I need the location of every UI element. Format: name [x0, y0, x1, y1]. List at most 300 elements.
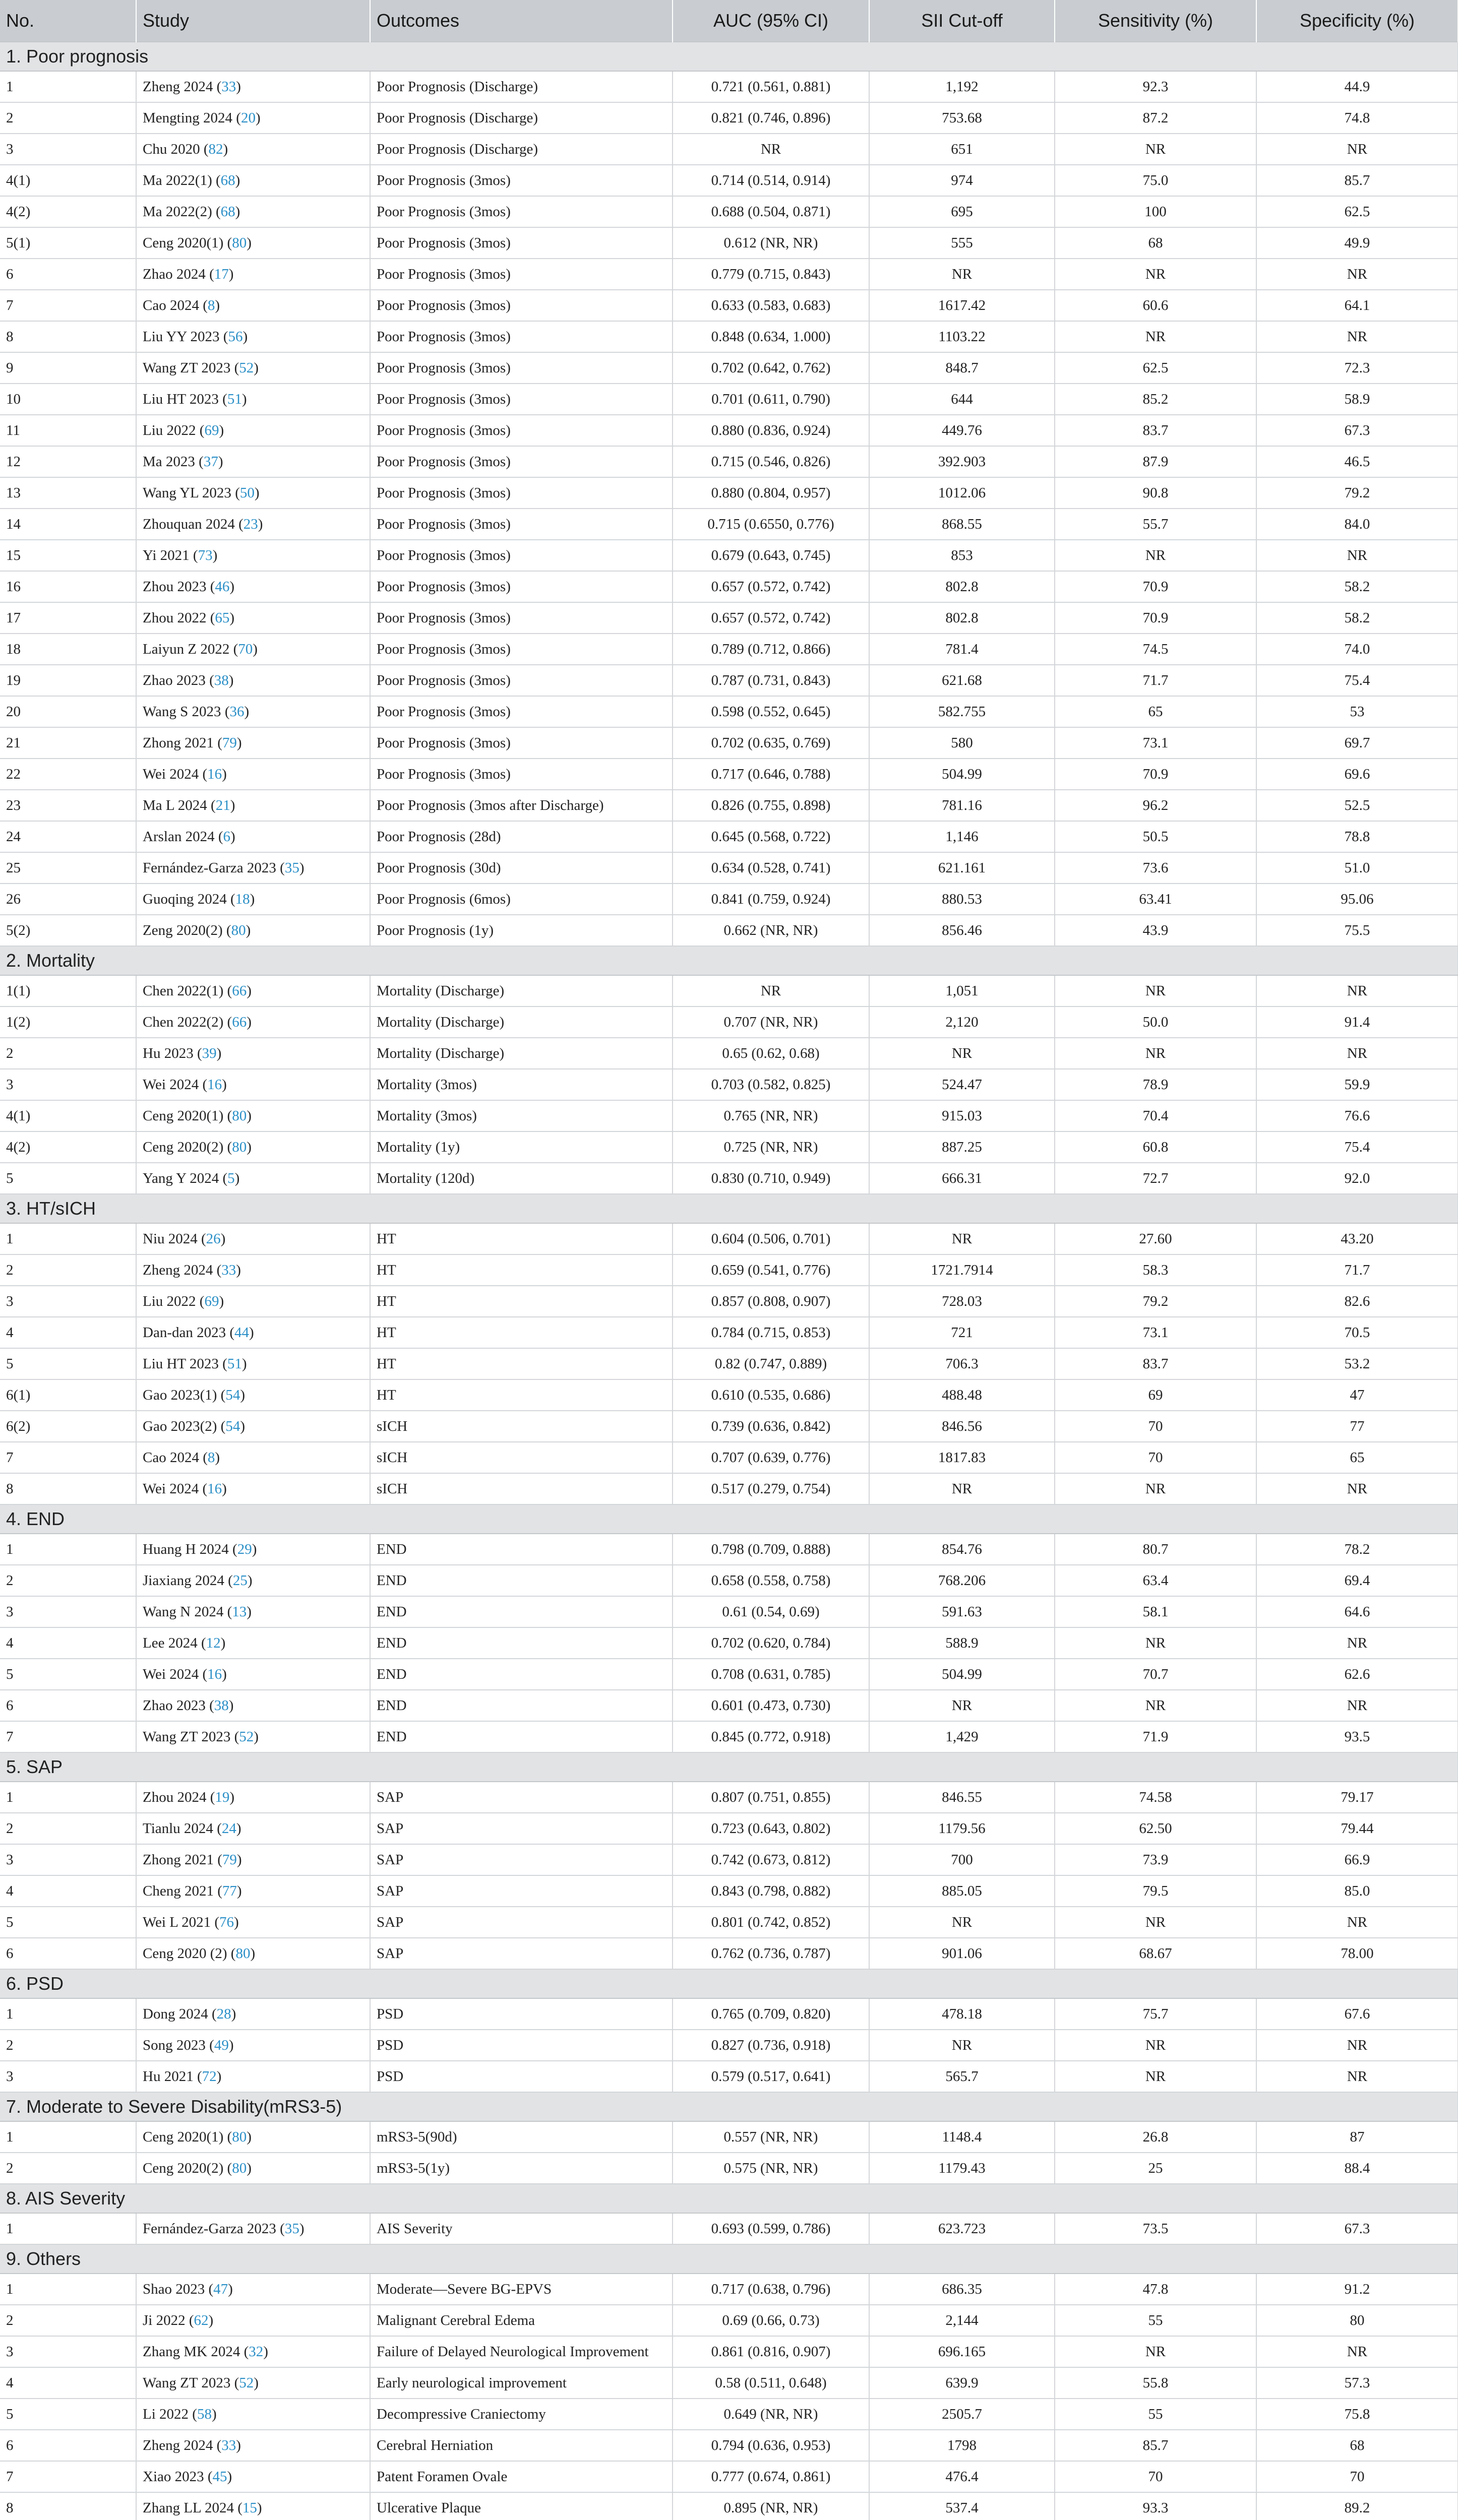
- cell-specificity: NR: [1256, 1690, 1458, 1721]
- cell-sensitivity: 92.3: [1055, 71, 1256, 102]
- table-row: [0, 2399, 1458, 2430]
- header-no: No.: [0, 0, 136, 42]
- cell-auc: 0.693 (0.599, 0.786): [673, 2213, 869, 2244]
- reference-link[interactable]: 12: [206, 1634, 221, 1651]
- cell-study: Chen 2022(2) (66): [136, 1006, 370, 1038]
- cell-no: 5(1): [0, 227, 136, 259]
- cell-outcome: mRS3-5(90d): [370, 2121, 673, 2153]
- cell-specificity: 64.6: [1256, 1596, 1458, 1627]
- reference-link[interactable]: 26: [206, 1230, 221, 1247]
- reference-link[interactable]: 25: [232, 1572, 248, 1589]
- reference-link[interactable]: 8: [207, 1449, 215, 1466]
- study-name: Zhang LL 2024: [143, 2499, 234, 2516]
- reference-link[interactable]: 33: [221, 1262, 236, 1278]
- cell-study: Ceng 2020(2) (80): [136, 2153, 370, 2184]
- cell-sensitivity: 55.7: [1055, 509, 1256, 540]
- cell-specificity: NR: [1256, 259, 1458, 290]
- table-body: [0, 42, 1458, 2520]
- cell-sensitivity: 62.50: [1055, 1813, 1256, 1844]
- reference-link[interactable]: 44: [234, 1324, 250, 1341]
- cell-sensitivity: 65: [1055, 696, 1256, 727]
- cell-auc: 0.679 (0.643, 0.745): [673, 540, 869, 571]
- reference-link[interactable]: 19: [215, 1789, 230, 1805]
- cell-auc: 0.703 (0.582, 0.825): [673, 1069, 869, 1100]
- cell-no: 3: [0, 2336, 136, 2367]
- table-row: [0, 2061, 1458, 2092]
- cell-outcome: END: [370, 1534, 673, 1565]
- reference-link[interactable]: 13: [232, 1603, 247, 1620]
- cell-no: 18: [0, 634, 136, 665]
- reference-link[interactable]: 80: [231, 922, 246, 938]
- cell-no: 1(1): [0, 975, 136, 1006]
- cell-specificity: 70: [1256, 2461, 1458, 2492]
- cell-no: 2: [0, 1813, 136, 1844]
- reference-link[interactable]: 65: [215, 609, 230, 626]
- table-row: [0, 2153, 1458, 2184]
- cell-specificity: 67.3: [1256, 415, 1458, 446]
- cell-study: Shao 2023 (47): [136, 2274, 370, 2305]
- section-title: 2. Mortality: [0, 946, 1458, 975]
- table-row: [0, 71, 1458, 102]
- cell-outcome: Poor Prognosis (1y): [370, 915, 673, 946]
- table-row: [0, 696, 1458, 727]
- study-name: Gao 2023(2): [143, 1418, 217, 1434]
- reference-link[interactable]: 70: [238, 641, 253, 657]
- cell-sii-cutoff: 639.9: [869, 2367, 1055, 2399]
- cell-no: 16: [0, 571, 136, 602]
- cell-study: Wei 2024 (16): [136, 1659, 370, 1690]
- cell-study: Fernández-Garza 2023 (35): [136, 2213, 370, 2244]
- reference-link[interactable]: 69: [204, 422, 219, 438]
- cell-specificity: 70.5: [1256, 1317, 1458, 1348]
- cell-outcome: Mortality (120d): [370, 1163, 673, 1194]
- cell-sii-cutoff: 848.7: [869, 352, 1055, 384]
- cell-auc: 0.765 (0.709, 0.820): [673, 1998, 869, 2030]
- table-row: [0, 1938, 1458, 1969]
- table-row: [0, 352, 1458, 384]
- cell-study: Ceng 2020(1) (80): [136, 2121, 370, 2153]
- cell-specificity: 57.3: [1256, 2367, 1458, 2399]
- reference-link[interactable]: 46: [215, 578, 230, 595]
- table-row: [0, 1100, 1458, 1131]
- study-name: Chu 2020: [143, 141, 200, 157]
- cell-auc: 0.861 (0.816, 0.907): [673, 2336, 869, 2367]
- header-sensitivity: Sensitivity (%): [1055, 0, 1256, 42]
- cell-study: Niu 2024 (26): [136, 1223, 370, 1254]
- cell-auc: NR: [673, 134, 869, 165]
- cell-no: 22: [0, 759, 136, 790]
- section-header-row: [0, 2092, 1458, 2121]
- cell-specificity: 69.6: [1256, 759, 1458, 790]
- cell-outcome: SAP: [370, 1875, 673, 1907]
- cell-outcome: HT: [370, 1286, 673, 1317]
- cell-auc: 0.714 (0.514, 0.914): [673, 165, 869, 196]
- cell-sii-cutoff: 854.76: [869, 1534, 1055, 1565]
- study-name: Gao 2023(1): [143, 1387, 217, 1403]
- reference-link[interactable]: 51: [227, 1355, 242, 1372]
- cell-sensitivity: 62.5: [1055, 352, 1256, 384]
- cell-specificity: 75.8: [1256, 2399, 1458, 2430]
- table-row: [0, 1813, 1458, 1844]
- reference-link[interactable]: 52: [239, 359, 254, 376]
- reference-link[interactable]: 68: [220, 203, 235, 220]
- cell-sensitivity: 71.7: [1055, 665, 1256, 696]
- cell-outcome: Poor Prognosis (3mos): [370, 196, 673, 227]
- cell-outcome: Poor Prognosis (Discharge): [370, 71, 673, 102]
- cell-specificity: 91.2: [1256, 2274, 1458, 2305]
- cell-no: 1: [0, 1223, 136, 1254]
- reference-link[interactable]: 21: [215, 797, 230, 813]
- reference-link[interactable]: 80: [232, 1139, 247, 1155]
- cell-outcome: HT: [370, 1317, 673, 1348]
- cell-no: 4: [0, 1875, 136, 1907]
- cell-specificity: 62.5: [1256, 196, 1458, 227]
- reference-link[interactable]: 15: [242, 2499, 257, 2516]
- study-name: Ji 2022: [143, 2312, 186, 2328]
- cell-sii-cutoff: NR: [869, 1223, 1055, 1254]
- section-header-row: [0, 42, 1458, 71]
- study-name: Ceng 2020(1): [143, 1107, 224, 1124]
- reference-link[interactable]: 6: [223, 828, 230, 845]
- reference-link[interactable]: 33: [221, 78, 236, 95]
- reference-link[interactable]: 58: [197, 2406, 212, 2422]
- cell-specificity: 79.17: [1256, 1782, 1458, 1813]
- cell-no: 6: [0, 1938, 136, 1969]
- header-sii-cutoff: SII Cut-off: [869, 0, 1055, 42]
- cell-sensitivity: 78.9: [1055, 1069, 1256, 1100]
- reference-link[interactable]: 45: [212, 2468, 227, 2485]
- cell-specificity: 75.4: [1256, 1131, 1458, 1163]
- cell-study: Zhao 2024 (17): [136, 259, 370, 290]
- cell-no: 11: [0, 415, 136, 446]
- reference-link[interactable]: 80: [232, 234, 247, 251]
- cell-auc: 0.649 (NR, NR): [673, 2399, 869, 2430]
- reference-link[interactable]: 18: [235, 891, 250, 907]
- cell-sii-cutoff: NR: [869, 1907, 1055, 1938]
- cell-auc: 0.702 (0.642, 0.762): [673, 352, 869, 384]
- cell-sensitivity: NR: [1055, 321, 1256, 352]
- study-name: Liu YY 2023: [143, 328, 220, 345]
- cell-specificity: 80: [1256, 2305, 1458, 2336]
- cell-sii-cutoff: 478.18: [869, 1998, 1055, 2030]
- reference-link[interactable]: 56: [228, 328, 243, 345]
- reference-link[interactable]: 66: [232, 1014, 247, 1030]
- cell-study: Ma 2023 (37): [136, 446, 370, 477]
- section-header-row: [0, 1752, 1458, 1782]
- table-row: [0, 634, 1458, 665]
- cell-sensitivity: NR: [1055, 975, 1256, 1006]
- table-row: [0, 1596, 1458, 1627]
- cell-outcome: Poor Prognosis (3mos): [370, 259, 673, 290]
- cell-specificity: NR: [1256, 1627, 1458, 1659]
- cell-sii-cutoff: 504.99: [869, 1659, 1055, 1690]
- reference-link[interactable]: 80: [232, 2128, 247, 2145]
- table-row: [0, 665, 1458, 696]
- cell-sii-cutoff: 2,144: [869, 2305, 1055, 2336]
- study-name: Zhao 2023: [143, 672, 206, 688]
- cell-sii-cutoff: 846.56: [869, 1411, 1055, 1442]
- cell-outcome: Poor Prognosis (Discharge): [370, 134, 673, 165]
- cell-outcome: END: [370, 1690, 673, 1721]
- reference-link[interactable]: 72: [202, 2068, 217, 2085]
- section-title: 9. Others: [0, 2244, 1458, 2274]
- cell-study: Jiaxiang 2024 (25): [136, 1565, 370, 1596]
- cell-auc: 0.517 (0.279, 0.754): [673, 1473, 869, 1504]
- study-name: Liu HT 2023: [143, 391, 219, 407]
- reference-link[interactable]: 62: [194, 2312, 209, 2328]
- section-header-row: [0, 1969, 1458, 1998]
- cell-sii-cutoff: 721: [869, 1317, 1055, 1348]
- cell-sensitivity: 68.67: [1055, 1938, 1256, 1969]
- cell-auc: 0.579 (0.517, 0.641): [673, 2061, 869, 2092]
- cell-outcome: Mortality (Discharge): [370, 1038, 673, 1069]
- cell-sensitivity: 58.1: [1055, 1596, 1256, 1627]
- cell-study: Wei 2024 (16): [136, 1473, 370, 1504]
- cell-outcome: Poor Prognosis (3mos): [370, 446, 673, 477]
- study-name: Zhong 2021: [143, 734, 214, 751]
- reference-link[interactable]: 73: [198, 547, 213, 563]
- cell-outcome: Failure of Delayed Neurological Improvement: [370, 2336, 673, 2367]
- cell-no: 4: [0, 2367, 136, 2399]
- cell-study: Ceng 2020(2) (80): [136, 1131, 370, 1163]
- cell-sii-cutoff: 2,120: [869, 1006, 1055, 1038]
- reference-link[interactable]: 29: [237, 1541, 252, 1557]
- cell-sii-cutoff: 753.68: [869, 102, 1055, 134]
- cell-sensitivity: 87.9: [1055, 446, 1256, 477]
- table-row: [0, 1998, 1458, 2030]
- reference-link[interactable]: 16: [207, 1480, 222, 1497]
- cell-specificity: 88.4: [1256, 2153, 1458, 2184]
- cell-outcome: Poor Prognosis (3mos): [370, 602, 673, 634]
- reference-link[interactable]: 68: [220, 172, 235, 188]
- study-name: Zhou 2023: [143, 578, 207, 595]
- cell-sensitivity: 58.3: [1055, 1254, 1256, 1286]
- cell-sensitivity: 50.5: [1055, 821, 1256, 852]
- cell-study: Zhou 2024 (19): [136, 1782, 370, 1813]
- cell-auc: 0.830 (0.710, 0.949): [673, 1163, 869, 1194]
- cell-sii-cutoff: 1179.43: [869, 2153, 1055, 2184]
- reference-link[interactable]: 33: [221, 2437, 236, 2453]
- cell-study: Dan-dan 2023 (44): [136, 1317, 370, 1348]
- reference-link[interactable]: 35: [284, 859, 299, 876]
- study-name: Guoqing 2024: [143, 891, 227, 907]
- table-row: [0, 1163, 1458, 1194]
- reference-link[interactable]: 35: [284, 2220, 299, 2237]
- cell-specificity: 77: [1256, 1411, 1458, 1442]
- reference-link[interactable]: 66: [232, 982, 247, 999]
- section-title: 3. HT/sICH: [0, 1194, 1458, 1223]
- study-name: Fernández-Garza 2023: [143, 859, 276, 876]
- cell-sii-cutoff: NR: [869, 2030, 1055, 2061]
- reference-link[interactable]: 38: [214, 672, 229, 688]
- cell-sensitivity: 60.8: [1055, 1131, 1256, 1163]
- cell-study: Dong 2024 (28): [136, 1998, 370, 2030]
- study-name: Tianlu 2024: [143, 1820, 213, 1837]
- reference-link[interactable]: 77: [222, 1882, 237, 1899]
- cell-sii-cutoff: 565.7: [869, 2061, 1055, 2092]
- reference-link[interactable]: 5: [227, 1170, 235, 1186]
- cell-auc: 0.826 (0.755, 0.898): [673, 790, 869, 821]
- cell-sii-cutoff: 591.63: [869, 1596, 1055, 1627]
- cell-specificity: 58.9: [1256, 384, 1458, 415]
- reference-link[interactable]: 16: [207, 1666, 222, 1682]
- cell-no: 2: [0, 2153, 136, 2184]
- study-name: Zheng 2024: [143, 2437, 213, 2453]
- reference-link[interactable]: 52: [239, 1728, 254, 1745]
- cell-auc: 0.82 (0.747, 0.889): [673, 1348, 869, 1379]
- cell-specificity: NR: [1256, 1907, 1458, 1938]
- cell-sii-cutoff: 781.16: [869, 790, 1055, 821]
- cell-specificity: 91.4: [1256, 1006, 1458, 1038]
- cell-no: 4: [0, 1317, 136, 1348]
- study-name: Zhao 2023: [143, 1697, 206, 1714]
- cell-study: Hu 2021 (72): [136, 2061, 370, 2092]
- cell-outcome: SAP: [370, 1844, 673, 1875]
- cell-sensitivity: NR: [1055, 1627, 1256, 1659]
- reference-link[interactable]: 28: [216, 2005, 231, 2022]
- reference-link[interactable]: 39: [202, 1045, 217, 1061]
- reference-link[interactable]: 38: [214, 1697, 229, 1714]
- cell-outcome: Ulcerative Plaque: [370, 2492, 673, 2520]
- table-row: [0, 1223, 1458, 1254]
- cell-specificity: 75.5: [1256, 915, 1458, 946]
- cell-study: Lee 2024 (12): [136, 1627, 370, 1659]
- cell-sii-cutoff: 1,146: [869, 821, 1055, 852]
- cell-auc: 0.69 (0.66, 0.73): [673, 2305, 869, 2336]
- cell-outcome: PSD: [370, 2061, 673, 2092]
- cell-specificity: 76.6: [1256, 1100, 1458, 1131]
- cell-study: Guoqing 2024 (18): [136, 884, 370, 915]
- cell-auc: 0.777 (0.674, 0.861): [673, 2461, 869, 2492]
- cell-outcome: END: [370, 1596, 673, 1627]
- cell-sensitivity: 70.9: [1055, 602, 1256, 634]
- cell-no: 2: [0, 2305, 136, 2336]
- section-title: 5. SAP: [0, 1752, 1458, 1782]
- cell-sii-cutoff: 623.723: [869, 2213, 1055, 2244]
- cell-auc: 0.612 (NR, NR): [673, 227, 869, 259]
- cell-sensitivity: 70.4: [1055, 1100, 1256, 1131]
- cell-sensitivity: 90.8: [1055, 477, 1256, 509]
- cell-sensitivity: 73.6: [1055, 852, 1256, 884]
- cell-outcome: HT: [370, 1254, 673, 1286]
- cell-auc: 0.827 (0.736, 0.918): [673, 2030, 869, 2061]
- cell-study: Zheng 2024 (33): [136, 71, 370, 102]
- study-name: Zhao 2024: [143, 266, 206, 282]
- cell-outcome: PSD: [370, 1998, 673, 2030]
- study-name: Ceng 2020(2): [143, 2160, 224, 2176]
- reference-link[interactable]: 47: [213, 2281, 228, 2297]
- cell-no: 8: [0, 321, 136, 352]
- reference-link[interactable]: 82: [208, 141, 223, 157]
- cell-outcome: Poor Prognosis (3mos): [370, 352, 673, 384]
- reference-link[interactable]: 37: [203, 453, 218, 470]
- cell-auc: 0.58 (0.511, 0.648): [673, 2367, 869, 2399]
- reference-link[interactable]: 20: [240, 109, 256, 126]
- reference-link[interactable]: 17: [214, 266, 229, 282]
- cell-sii-cutoff: 915.03: [869, 1100, 1055, 1131]
- study-name: Zeng 2020(2): [143, 922, 223, 938]
- cell-no: 2: [0, 1038, 136, 1069]
- cell-auc: 0.65 (0.62, 0.68): [673, 1038, 869, 1069]
- cell-sensitivity: 68: [1055, 227, 1256, 259]
- reference-link[interactable]: 16: [207, 766, 222, 782]
- table-row: [0, 2274, 1458, 2305]
- reference-link[interactable]: 54: [225, 1387, 240, 1403]
- cell-outcome: Poor Prognosis (3mos): [370, 571, 673, 602]
- cell-sensitivity: 75.0: [1055, 165, 1256, 196]
- cell-outcome: END: [370, 1565, 673, 1596]
- table-row: [0, 1473, 1458, 1504]
- reference-link[interactable]: 24: [221, 1820, 236, 1837]
- cell-specificity: 72.3: [1256, 352, 1458, 384]
- cell-auc: 0.634 (0.528, 0.741): [673, 852, 869, 884]
- reference-link[interactable]: 76: [219, 1914, 234, 1930]
- table-row: [0, 1907, 1458, 1938]
- cell-specificity: 69.7: [1256, 727, 1458, 759]
- cell-sii-cutoff: 885.05: [869, 1875, 1055, 1907]
- table-row: [0, 165, 1458, 196]
- study-name: Niu 2024: [143, 1230, 198, 1247]
- cell-no: 5: [0, 1163, 136, 1194]
- reference-link[interactable]: 32: [249, 2343, 264, 2360]
- cell-sensitivity: 47.8: [1055, 2274, 1256, 2305]
- reference-link[interactable]: 36: [229, 703, 245, 720]
- cell-sensitivity: 70.9: [1055, 571, 1256, 602]
- cell-no: 2: [0, 2030, 136, 2061]
- cell-auc: 0.723 (0.643, 0.802): [673, 1813, 869, 1844]
- cell-sii-cutoff: 555: [869, 227, 1055, 259]
- table-row: [0, 1844, 1458, 1875]
- cell-specificity: NR: [1256, 134, 1458, 165]
- table-row: [0, 2213, 1458, 2244]
- cell-no: 10: [0, 384, 136, 415]
- cell-sii-cutoff: 2505.7: [869, 2399, 1055, 2430]
- cell-study: Wang ZT 2023 (52): [136, 1721, 370, 1752]
- cell-sii-cutoff: 696.165: [869, 2336, 1055, 2367]
- reference-link[interactable]: 50: [239, 484, 255, 501]
- reference-link[interactable]: 79: [222, 1851, 237, 1868]
- cell-sii-cutoff: 1103.22: [869, 321, 1055, 352]
- reference-link[interactable]: 51: [227, 391, 242, 407]
- reference-link[interactable]: 52: [239, 2374, 254, 2391]
- reference-link[interactable]: 69: [204, 1293, 219, 1309]
- cell-sensitivity: 85.7: [1055, 2430, 1256, 2461]
- cell-outcome: HT: [370, 1223, 673, 1254]
- reference-link[interactable]: 23: [243, 516, 258, 532]
- study-name: Zhou 2022: [143, 609, 207, 626]
- reference-link[interactable]: 79: [222, 734, 237, 751]
- cell-sensitivity: 79.5: [1055, 1875, 1256, 1907]
- cell-sensitivity: NR: [1055, 2030, 1256, 2061]
- reference-link[interactable]: 49: [214, 2037, 229, 2053]
- reference-link[interactable]: 80: [232, 1107, 247, 1124]
- reference-link[interactable]: 8: [207, 297, 215, 313]
- cell-study: Wang ZT 2023 (52): [136, 2367, 370, 2399]
- cell-outcome: Patent Foramen Ovale: [370, 2461, 673, 2492]
- table-row: [0, 1379, 1458, 1411]
- cell-outcome: Poor Prognosis (6mos): [370, 884, 673, 915]
- reference-link[interactable]: 80: [232, 2160, 247, 2176]
- cell-study: Yi 2021 (73): [136, 540, 370, 571]
- cell-no: 3: [0, 1596, 136, 1627]
- reference-link[interactable]: 16: [207, 1076, 222, 1093]
- reference-link[interactable]: 80: [235, 1945, 251, 1962]
- study-name: Hu 2021: [143, 2068, 194, 2085]
- reference-link[interactable]: 54: [225, 1418, 240, 1434]
- cell-specificity: 74.0: [1256, 634, 1458, 665]
- cell-auc: 0.604 (0.506, 0.701): [673, 1223, 869, 1254]
- section-header-row: [0, 2184, 1458, 2213]
